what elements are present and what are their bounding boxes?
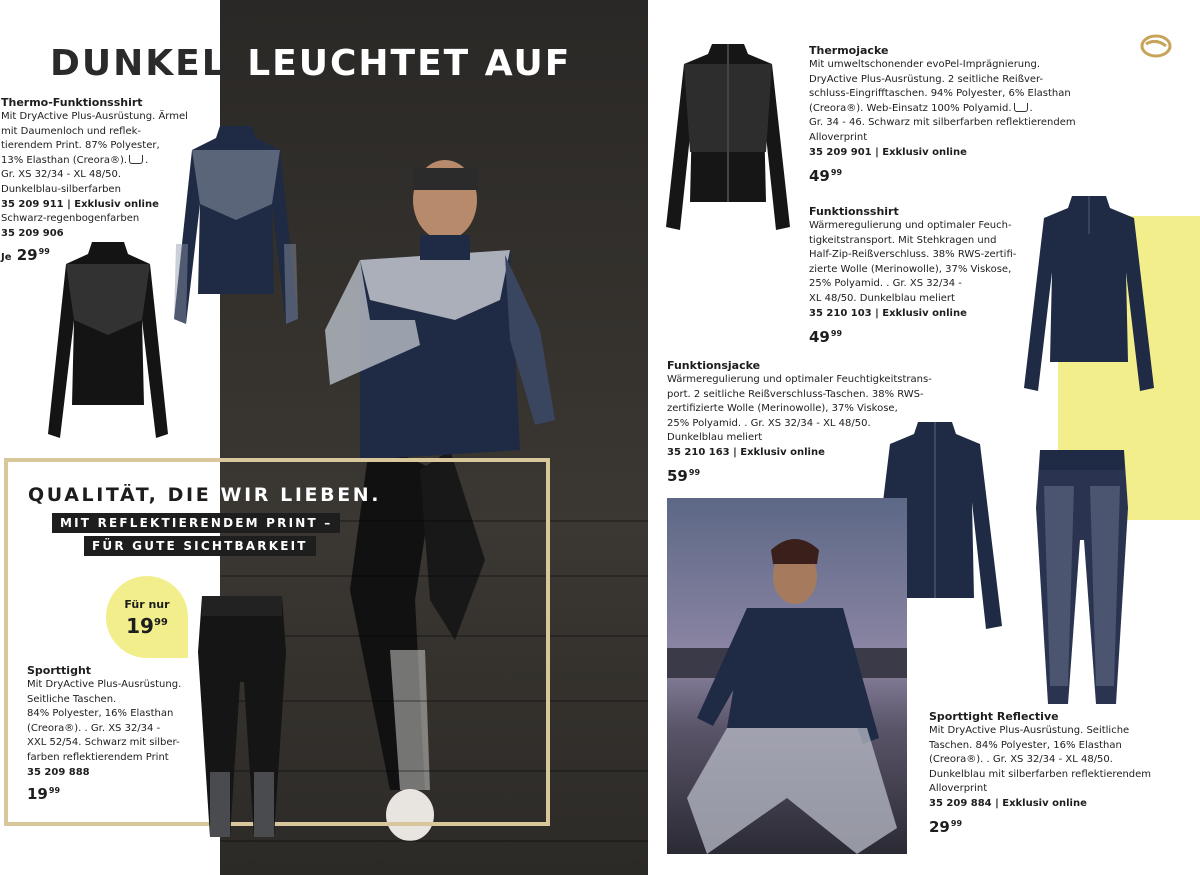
product-desc-line: Mit DryActive Plus-Ausrüstung. Ärmel xyxy=(1,111,188,122)
product-desc-line: Gr. 34 - 46. Schwarz mit silberfarben reflektierendem xyxy=(809,117,1076,129)
product-desc-line: (Creora®). . Gr. XS 32/34 - XL 48/50. xyxy=(929,754,1113,766)
price-int: 59 xyxy=(667,466,688,485)
price-int: 49 xyxy=(809,328,830,347)
tchibo-bean-logo xyxy=(1140,34,1172,58)
product-price xyxy=(27,782,181,803)
product-desc-line xyxy=(27,722,181,737)
promo-tag-2: FÜR GUTE SICHTBARKEIT xyxy=(84,536,316,556)
product-title: Funktionsshirt xyxy=(809,205,899,218)
product-desc-line: Dunkelblau mit silberfarben reflektierendem xyxy=(929,768,1152,780)
promo-headline-text: QUALITÄT, DIE WIR LIEBEN. xyxy=(28,484,382,506)
badge-price xyxy=(106,614,188,638)
garment-black-tights xyxy=(196,592,288,842)
wash-care-icon xyxy=(129,155,143,164)
product-desc-line: tierendem Print. 87% Polyester, xyxy=(1,140,160,152)
price-int: 29 xyxy=(16,246,38,265)
product-desc-line: Wärmeregulierung und optimaler Feuch- xyxy=(809,220,1012,231)
price-dec: 99 xyxy=(830,329,843,339)
product-code: 35 209 888 xyxy=(27,766,90,778)
badge-label: Für nur xyxy=(124,598,170,611)
product-desc-line: XL 48/50. Dunkelblau meliert xyxy=(809,292,955,304)
product-code: 35 210 103 | Exklusiv online xyxy=(809,307,967,319)
product-code: 35 209 901 | Exklusiv online xyxy=(809,146,967,158)
garment-funktionsshirt xyxy=(1022,194,1156,392)
product-title: Funktionsjacke xyxy=(667,359,761,372)
price-badge xyxy=(106,576,188,658)
product-desc-line: 25% Polyamid. . Gr. XS 32/34 - XL 48/50. xyxy=(667,417,871,429)
product-code: 35 209 884 | Exklusiv online xyxy=(929,797,1087,809)
product-desc-line: Dunkelblau meliert xyxy=(667,432,763,444)
product-desc-line: Mit DryActive Plus-Ausrüstung. Seitliche xyxy=(929,725,1130,736)
price-dec: 99 xyxy=(48,786,61,796)
product-desc-line: 25% Polyamid. . Gr. XS 32/34 - xyxy=(809,278,962,290)
product-code: 35 210 163 | Exklusiv online xyxy=(667,446,825,458)
price-dec: 99 xyxy=(688,467,701,477)
product-code: 35 209 906 xyxy=(1,227,64,239)
product-desc-line: tigkeitstransport. Mit Stehkragen und xyxy=(809,234,997,246)
product-funktionsshirt xyxy=(809,205,1016,346)
lifestyle-photo xyxy=(667,498,907,854)
product-title: Thermo-Funktionsshirt xyxy=(1,96,143,109)
badge-price-dec: 99 xyxy=(153,617,168,628)
price-dec: 99 xyxy=(38,247,50,257)
product-desc-line: XXL 52/54. Schwarz mit silber- xyxy=(27,737,180,749)
product-desc-line: Half-Zip-Reißverschluss. 38% RWS-zertifi- xyxy=(809,249,1017,261)
product-desc-line: Gr. XS 32/34 - XL 48/50. xyxy=(1,169,122,181)
product-sporttight xyxy=(27,664,181,803)
promo-tag-1: MIT REFLEKTIERENDEM PRINT – xyxy=(52,513,340,533)
product-variant: Schwarz-regenbogenfarben xyxy=(1,213,140,225)
product-desc-line: Seitliche Taschen. xyxy=(27,693,117,705)
product-code: 35 209 911 | Exklusiv online xyxy=(1,198,159,210)
price-int: 19 xyxy=(27,785,48,804)
price-prefix: Je xyxy=(1,252,12,264)
product-desc-line: Alloverprint xyxy=(929,783,988,795)
product-desc-line: port. 2 seitliche Reißverschluss-Taschen. 38% RWS- xyxy=(667,388,924,400)
product-title: Sporttight Reflective xyxy=(929,710,1059,723)
product-desc-line: zertifizierte Wolle (Merinowolle), 37% Viskose, xyxy=(667,403,898,415)
garment-black-shirt xyxy=(46,240,170,440)
product-desc-line: Mit DryActive Plus-Ausrüstung. xyxy=(27,679,182,690)
product-desc-line: Dunkelblau-silberfarben xyxy=(1,183,121,195)
garment-sporttight-reflective xyxy=(1034,446,1130,708)
product-desc-line: Taschen. 84% Polyester, 16% Elasthan xyxy=(929,739,1122,751)
product-desc-line: DryActive Plus-Ausrüstung. 2 seitliche Reißver- xyxy=(809,73,1044,85)
product-desc-text: (Creora®). Web-Einsatz 100% Polyamid. xyxy=(809,102,1012,114)
product-desc-line: Mit umweltschonender evoPel-Imprägnierung. xyxy=(809,59,1041,70)
wash-care-icon xyxy=(1014,103,1028,112)
garment-blue-shirt xyxy=(172,124,300,329)
headline-part-light: LEUCHTET AUF xyxy=(247,43,572,84)
product-desc-line: Wärmeregulierung und optimaler Feuchtigkeitstrans- xyxy=(667,374,932,385)
product-desc-line: mit Daumenloch und reflek- xyxy=(1,125,142,137)
garment-thermojacke xyxy=(664,42,792,232)
product-desc-line: Alloverprint xyxy=(809,131,868,143)
badge-price-int: 19 xyxy=(126,614,154,638)
product-price xyxy=(929,815,1151,836)
product-desc-line: schluss-Eingrifftaschen. 94% Polyester, 6% Elasthan xyxy=(809,88,1071,100)
headline-part-dark: DUNKEL xyxy=(50,43,227,84)
price-int: 49 xyxy=(809,167,830,186)
product-desc-line: 84% Polyester, 16% Elasthan xyxy=(27,708,174,720)
product-desc-line: 13% Elasthan (Creora®). . xyxy=(1,154,149,166)
headline xyxy=(50,43,572,84)
price-int: 29 xyxy=(929,817,950,836)
product-title: Thermojacke xyxy=(809,44,889,57)
promo-headline xyxy=(28,484,381,506)
product-desc-line: farben reflektierendem Print xyxy=(27,751,169,763)
product-desc-line: zierte Wolle (Merinowolle), 37% Viskose, xyxy=(809,263,1012,275)
product-desc-text: (Creora®). . Gr. XS 32/34 - xyxy=(27,722,161,734)
product-sporttight-reflective xyxy=(929,710,1151,836)
product-desc-line: (Creora®). Web-Einsatz 100% Polyamid. . xyxy=(809,102,1033,114)
model-illustration xyxy=(667,498,907,854)
product-thermojacke xyxy=(809,44,1076,185)
product-title: Sporttight xyxy=(27,664,92,677)
price-dec: 99 xyxy=(950,818,963,828)
product-price xyxy=(809,325,1016,346)
product-desc-text: 13% Elasthan (Creora®). xyxy=(1,154,128,166)
product-price xyxy=(809,164,1076,185)
price-dec: 99 xyxy=(830,168,843,178)
